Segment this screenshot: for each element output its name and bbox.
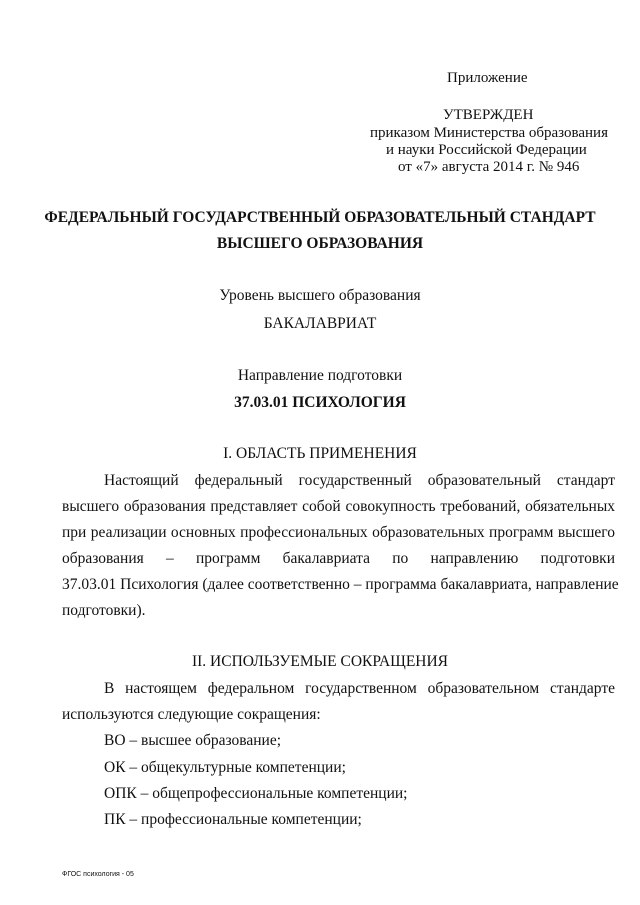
page-footer: ФГОС психология - 05 xyxy=(62,871,134,878)
abbreviation-item: ОПК – общепрофессиональные компетенции; xyxy=(104,785,408,802)
abbreviation-item: ВО – высшее образование; xyxy=(104,732,282,749)
section-2-heading: II. ИСПОЛЬЗУЕМЫЕ СОКРАЩЕНИЯ xyxy=(191,653,449,670)
document-title-line-1: ФЕДЕРАЛЬНЫЙ ГОСУДАРСТВЕННЫЙ ОБРАЗОВАТЕЛЬНЫЙ СТАНДАРТ xyxy=(44,209,596,226)
section-1-line-4: образования – программ бакалавриата по направлению подготовки xyxy=(62,550,615,567)
section-1-line-6: подготовки). xyxy=(62,602,146,619)
abbreviation-item: ОК – общекультурные компетенции; xyxy=(104,759,346,776)
order-line-2: и науки Российской Федерации xyxy=(386,142,587,158)
section-1-line-1: Настоящий федеральный государственный образовательный стандарт xyxy=(104,472,615,489)
direction-label: Направление подготовки xyxy=(237,367,403,384)
order-line-3: от «7» августа 2014 г. № 946 xyxy=(398,159,580,175)
appendix-label: Приложение xyxy=(447,70,528,86)
section-2-line-2: используются следующие сокращения: xyxy=(62,706,321,723)
level-value: БАКАЛАВРИАТ xyxy=(263,315,377,332)
order-line-1: приказом Министерства образования xyxy=(370,125,608,141)
section-1-heading: I. ОБЛАСТЬ ПРИМЕНЕНИЯ xyxy=(223,445,417,462)
section-1-line-3: при реализации основных профессиональных образовательных программ высшего xyxy=(62,524,615,541)
direction-value: 37.03.01 ПСИХОЛОГИЯ xyxy=(234,394,406,411)
level-label: Уровень высшего образования xyxy=(219,287,421,304)
document-title-line-2: ВЫСШЕГО ОБРАЗОВАНИЯ xyxy=(216,235,424,252)
section-2-line-1: В настоящем федеральном государственном образовательном стандарте xyxy=(104,680,615,697)
section-1-line-2: высшего образования представляет собой совокупность требований, обязательных xyxy=(62,498,615,515)
section-1-line-5: 37.03.01 Психология (далее соответственно – программа бакалавриата, направление xyxy=(62,576,619,593)
abbreviation-item: ПК – профессиональные компетенции; xyxy=(104,811,362,828)
approved-label: УТВЕРЖДЕН xyxy=(443,107,534,123)
